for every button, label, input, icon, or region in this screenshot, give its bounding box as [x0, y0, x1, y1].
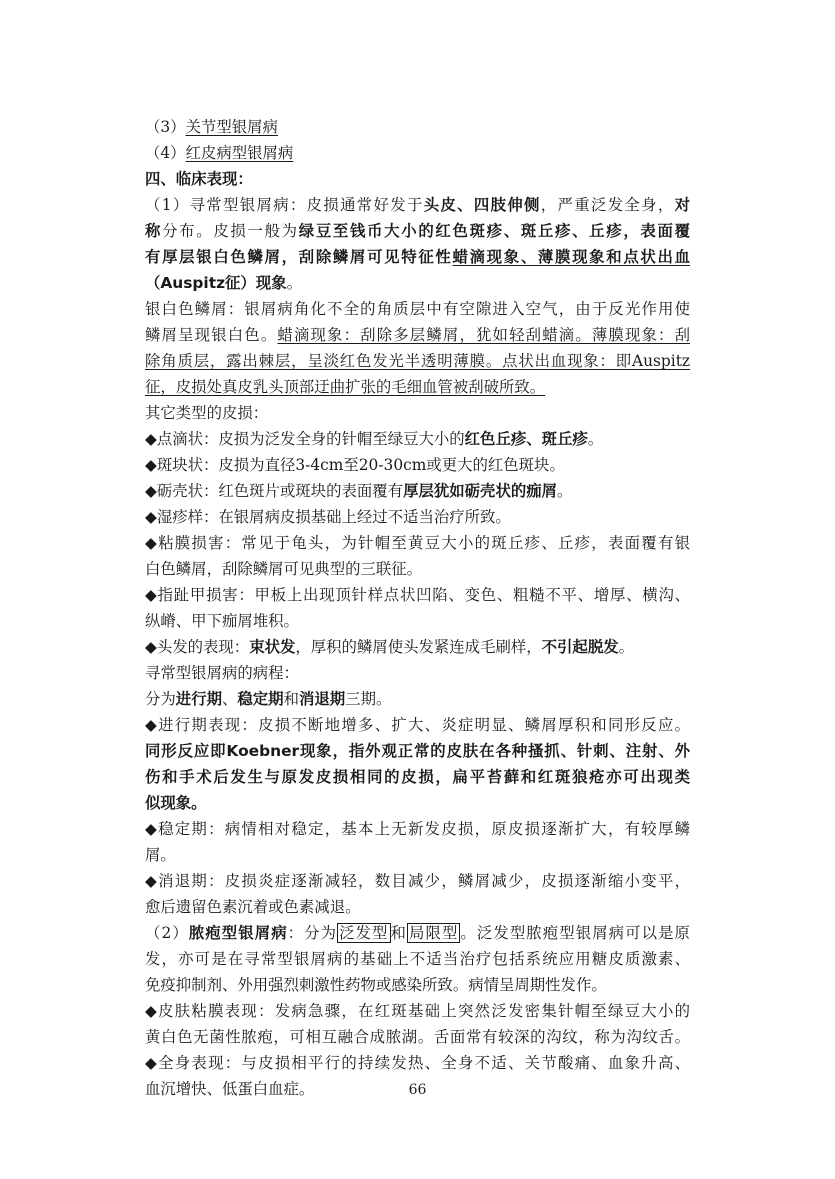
list-item: ◆进行期表现：皮损不断地增多、扩大、炎症明显、鳞屑厚积和同形反应。 — [145, 716, 690, 734]
text-line: （1）寻常型银屑病：皮损通常好发于头皮、四肢伸侧，严重泛发全身，对 — [145, 196, 690, 214]
text-line: 纵嵴、甲下痂屑堆积。 — [145, 612, 299, 630]
text-line: 鳞屑呈现银白色。蜡滴现象：刮除多层鳞屑，犹如轻刮蜡滴。薄膜现象：刮 — [145, 326, 690, 344]
text-line: 寻常型银屑病的病程： — [145, 664, 299, 682]
text-line: 免疫抑制剂、外用强烈刺激性药物或感染所致。病情呈周期性发作。 — [145, 976, 607, 994]
text-body — [145, 114, 690, 1102]
text-line: （Auspitz征）现象。 — [145, 274, 302, 292]
text-line: 征，皮损处真皮乳头顶部迂曲扩张的毛细血管被刮破所致。 — [145, 378, 546, 396]
text-line: 银白色鳞屑：银屑病角化不全的角质层中有空隙进入空气，由于反光作用使 — [145, 300, 690, 318]
text-line: 白色鳞屑，刮除鳞屑可见典型的三联征。 — [145, 560, 423, 578]
list-item: ◆头发的表现：束状发，厚积的鳞屑使头发紧连成毛刷样，不引起脱发。 — [145, 638, 635, 656]
text-line: 其它类型的皮损： — [145, 404, 269, 422]
list-item: ◆全身表现：与皮损相平行的持续发热、全身不适、关节酸痛、血象升高、 — [145, 1054, 690, 1072]
text-line: 称分布。皮损一般为绿豆至钱币大小的红色斑疹、斑丘疹、丘疹，表面覆 — [145, 222, 690, 240]
text-line: （3）关节型银屑病 — [145, 118, 278, 136]
list-item: ◆斑块状：皮损为直径3-4cm至20-30cm或更大的红色斑块。 — [145, 456, 565, 474]
text-line: 除角质层，露出棘层，呈淡红色发光半透明薄膜。点状出血现象：即Auspitz — [145, 352, 690, 370]
text-line: 血沉增快、低蛋白血症。 — [145, 1080, 315, 1098]
list-item: ◆砺壳状：红色斑片或斑块的表面覆有厚层犹如砺壳状的痂屑。 — [145, 482, 573, 500]
text-line: 伤和手术后发生与原发皮损相同的皮损，扁平苔藓和红斑狼疮亦可出现类 — [145, 768, 690, 786]
text-line: 分为进行期、稳定期和消退期三期。 — [145, 690, 392, 708]
text-line: 似现象。 — [145, 794, 207, 812]
section-heading: 四、临床表现： — [145, 170, 253, 188]
page-number: 66 — [408, 1082, 427, 1098]
text-line: 黄白色无菌性脓疱，可相互融合成脓湖。舌面常有较深的沟纹，称为沟纹舌。 — [145, 1028, 690, 1046]
text-line: 有厚层银白色鳞屑，刮除鳞屑可见特征性蜡滴现象、薄膜现象和点状出血 — [145, 248, 690, 266]
text-line: 发，亦可是在寻常型银屑病的基础上不适当治疗包括系统应用糖皮质激素、 — [145, 950, 690, 968]
list-item: ◆点滴状：皮损为泛发全身的针帽至绿豆大小的红色丘疹、斑丘疹。 — [145, 430, 604, 448]
list-item: ◆指趾甲损害：甲板上出现顶针样点状凹陷、变色、粗糙不平、增厚、横沟、 — [145, 586, 690, 604]
text-line: （2）脓疱型银屑病：分为 泛发型 和 局限型 。泛发型脓疱型银屑病可以是原 — [145, 924, 690, 942]
text-line: （4）红皮病型银屑病 — [145, 144, 294, 162]
list-item: ◆稳定期：病情相对稳定，基本上无新发皮损，原皮损逐渐扩大，有较厚鳞 — [145, 820, 690, 838]
text-line: 同形反应即Koebner现象，指外观正常的皮肤在各种搔抓、针刺、注射、外 — [145, 742, 690, 760]
list-item: ◆皮肤粘膜表现：发病急骤，在红斑基础上突然泛发密集针帽至绿豆大小的 — [145, 1002, 690, 1020]
list-item: ◆湿疹样：在银屑病皮损基础上经过不适当治疗所致。 — [145, 508, 511, 526]
list-item: ◆粘膜损害：常见于龟头，为针帽至黄豆大小的斑丘疹、丘疹，表面覆有银 — [145, 534, 690, 552]
text-line: 愈后遗留色素沉着或色素减退。 — [145, 898, 361, 916]
list-item: ◆消退期：皮损炎症逐渐减轻，数目减少，鳞屑减少，皮损逐渐缩小变平， — [145, 872, 690, 890]
text-line: 屑。 — [145, 846, 176, 864]
